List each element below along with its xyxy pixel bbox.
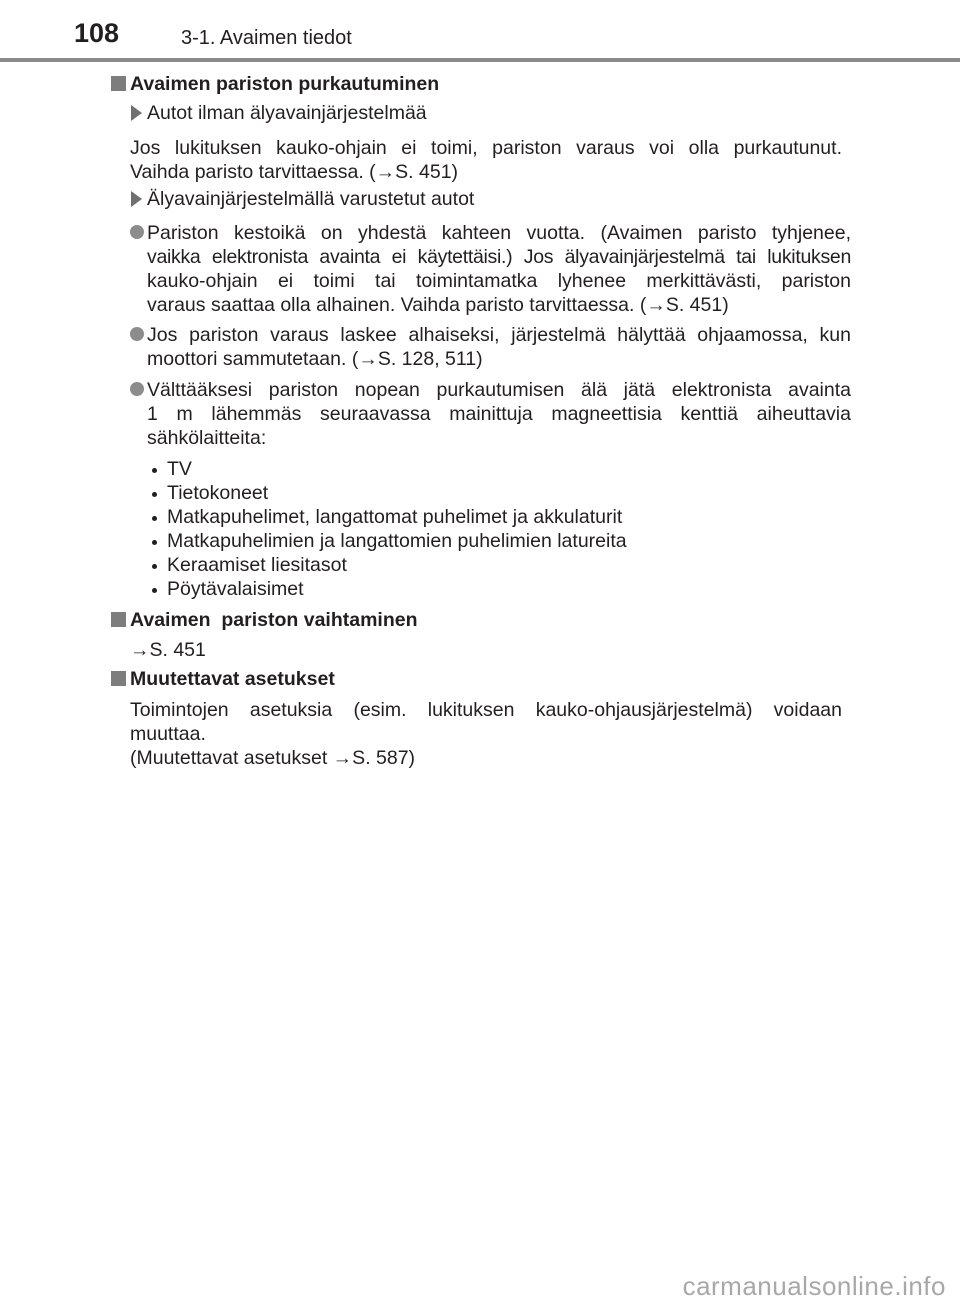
- list-item-line: Pariston kestoikä on yhdestä kahteen vuotta. (Avaimen paristo tyhjenee,: [147, 222, 851, 244]
- device-item: Keraamiset liesitasot: [167, 554, 347, 576]
- gray-square-icon: [111, 76, 126, 91]
- list-item-line: sähkölaitteita:: [147, 427, 267, 449]
- list-item-line: Jos pariston varaus laskee alhaiseksi, järjestelmä hälyttää ohjaamossa, kun: [147, 324, 851, 346]
- small-dot-icon: [152, 516, 157, 521]
- gray-square-icon: [111, 612, 126, 627]
- gray-circle-icon: [130, 327, 144, 341]
- paragraph-line: Vaihda paristo tarvittaessa. (→S. 451): [130, 161, 459, 183]
- label-no-smart-key: Autot ilman älyavainjärjestelmää: [147, 102, 427, 124]
- list-item-line: moottori sammutetaan. (→S. 128, 511): [147, 348, 483, 370]
- gray-circle-icon: [130, 382, 144, 396]
- watermark: carmanualsonline.info: [682, 1271, 946, 1301]
- list-item-line: 1 m lähemmäs seuraavassa mainittuja magneettisia kenttiä aiheuttavia: [147, 403, 851, 425]
- device-item: Matkapuhelimet, langattomat puhelimet ja akkulaturit: [167, 506, 623, 528]
- label-smart-key: Älyavainjärjestelmällä varustetut autot: [147, 188, 475, 210]
- page-number: 108: [74, 18, 120, 48]
- list-item-line: Välttääksesi pariston nopean purkautumisen älä jätä elektronista avainta: [147, 379, 851, 401]
- paragraph-line: Toimintojen asetuksia (esim. lukituksen kauko-ohjausjärjestelmä) voidaan: [130, 699, 842, 721]
- paragraph-line: (Muutettavat asetukset →S. 587): [130, 747, 416, 769]
- gray-triangle-icon: [131, 105, 142, 121]
- device-item: Matkapuhelimien ja langattomien puhelimien latureita: [167, 530, 627, 552]
- gray-circle-icon: [130, 225, 144, 239]
- paragraph-line: muuttaa.: [130, 723, 206, 745]
- list-item-line: varaus saattaa olla alhainen. Vaihda paristo tarvittaessa. (→S. 451): [147, 294, 729, 316]
- section-title: 3-1. Avaimen tiedot: [181, 27, 352, 49]
- header-rule: [0, 58, 960, 62]
- heading-battery-replacement: Avaimen pariston vaihtaminen: [130, 609, 418, 631]
- heading-battery-depletion: Avaimen pariston purkautuminen: [130, 73, 440, 95]
- paragraph-line: Jos lukituksen kauko-ohjain ei toimi, pariston varaus voi olla purkautunut.: [130, 137, 842, 159]
- heading-settings: Muutettavat asetukset: [130, 668, 335, 690]
- small-dot-icon: [152, 564, 157, 569]
- page-reference: →S. 451: [130, 639, 206, 661]
- gray-triangle-icon: [131, 191, 142, 207]
- small-dot-icon: [152, 492, 157, 497]
- gray-square-icon: [111, 671, 126, 686]
- page-header: [0, 0, 960, 60]
- device-item: Pöytävalaisimet: [167, 578, 304, 600]
- list-item-line: vaikka elektronista avainta ei käytettäisi.) Jos älyavainjärjestelmä tai lukituksen: [147, 246, 851, 268]
- list-item-line: kauko-ohjain ei toimi tai toimintamatka lyhenee merkittävästi, pariston: [147, 270, 851, 292]
- small-dot-icon: [152, 468, 157, 473]
- device-item: Tietokoneet: [167, 482, 269, 504]
- device-item: TV: [167, 458, 192, 480]
- small-dot-icon: [152, 540, 157, 545]
- small-dot-icon: [152, 588, 157, 593]
